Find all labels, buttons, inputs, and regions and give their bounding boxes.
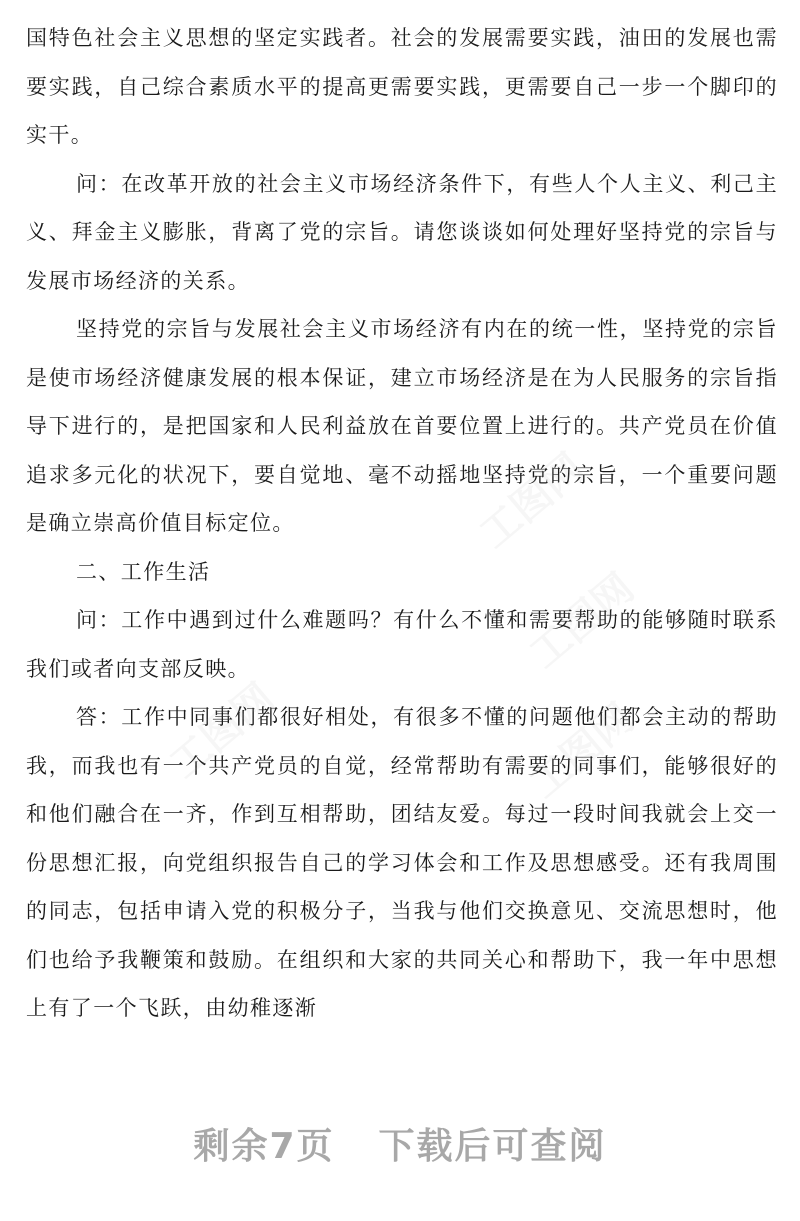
watermark: 工图网: [521, 564, 643, 678]
document-body: [26, 14, 778, 1033]
download-hint-label: 下载后可查阅: [378, 1126, 607, 1167]
paragraph: 答：工作中同事们都很好相处，有很多不懂的问题他们都会主动的帮助我，而我也有一个共产党员的自觉，经常帮助有需要的同事们，能够很好的和他们融合在一齐，作到互相帮助，团结友爱。每过一段时间我就会上交一份思想汇报，向党组织报告自己的学习体会和工作及思想感受。还有我周围的同志，包括申请入党的积极分子，当我与他们交换意见、交流思想时，他们也给予我鞭策和鼓励。在组织和大家的共同关心和帮助下，我一年中思想上有了一个飞跃，由幼稚逐渐: [26, 705, 778, 1020]
paragraph: 国特色社会主义思想的坚定实践者。社会的发展需要实践，油田的发展也需要实践，自己综合素质水平的提高更需要实践，更需要自己一步一个脚印的实干。: [26, 26, 778, 147]
section-heading: 二、工作生活: [76, 559, 211, 584]
paragraph: 问：在改革开放的社会主义市场经济条件下，有些人个人主义、利己主义、拜金主义膨胀，背离了党的宗旨。请您谈谈如何处理好坚持党的宗旨与发展市场经济的关系。: [26, 171, 778, 293]
watermark: 工图网: [521, 694, 643, 808]
paragraph: 问：工作中遇到过什么难题吗？有什么不懂和需要帮助的能够随时联系我们或者向支部反映。: [26, 608, 778, 681]
download-prompt[interactable]: [0, 1118, 800, 1169]
watermark: 工图网: [161, 674, 283, 788]
remaining-pages-label: 剩余7页: [193, 1126, 335, 1167]
paragraph: 坚持党的宗旨与发展社会主义市场经济有内在的统一性，坚持党的宗旨是使市场经济健康发展的根本保证，建立市场经济是在为人民服务的宗旨指导下进行的，是把国家和人民利益放在首要位置上进行的。共产党员在价值追求多元化的状况下，要自觉地、毫不动摇地坚持党的宗旨，一个重要问题是确立崇高价值目标定位。: [26, 317, 778, 535]
watermark: 工图网: [471, 444, 593, 558]
